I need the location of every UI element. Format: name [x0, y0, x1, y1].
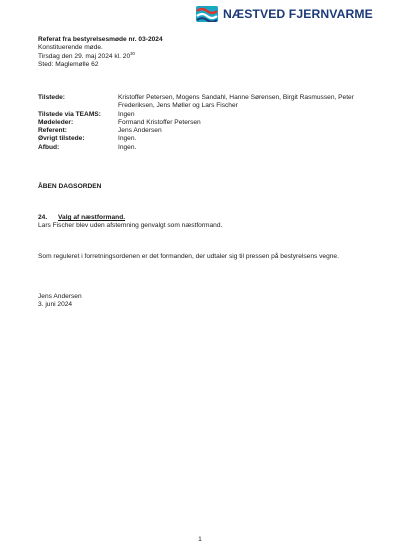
press-policy-paragraph: Som reguleret i forretningsordenen er det formanden, der udtaler sig til pressen på bestyrelsens vegne.: [38, 253, 339, 260]
row-value: Ingen.: [118, 135, 137, 143]
participant-row: [38, 127, 373, 135]
participant-row: [38, 135, 373, 143]
logo-text: NÆSTVED FJERNVARME: [223, 7, 373, 21]
signature-date: 3. juni 2024: [38, 301, 73, 309]
row-value: Formand Kristoffer Petersen: [118, 118, 201, 126]
page-number: 1: [198, 536, 202, 543]
participants-table: [38, 94, 373, 152]
row-value: Ingen: [118, 110, 135, 118]
document-header: [38, 36, 368, 69]
signature-block: [38, 293, 238, 310]
row-label: Afbud:: [38, 143, 60, 151]
row-value: Jens Andersen: [118, 127, 162, 135]
agenda-item-title: Valg af næstformand.: [58, 214, 126, 221]
row-label: Referent:: [38, 127, 67, 135]
meeting-location: Sted: Maglemølle 62: [38, 60, 99, 68]
waves-logo-icon: [196, 6, 218, 22]
participant-row: [38, 119, 373, 127]
row-label: Tilstede via TEAMS:: [38, 110, 101, 118]
signature-name: Jens Andersen: [38, 293, 82, 300]
agenda-item: [38, 214, 368, 231]
section-title: ÅBEN DAGSORDEN: [38, 183, 102, 190]
participant-row: [38, 111, 373, 119]
row-value: Kristoffer Petersen, Mogens Sandahl, Hanne Sørensen, Birgit Rasmussen, Peter Frederiksen, Jens Møller og Lars Fischer: [118, 94, 354, 110]
agenda-item-heading: [38, 214, 368, 222]
meeting-date: [38, 50, 368, 61]
agenda-item-text: Lars Fischer blev uden afstemning genvalgt som næstformand.: [38, 222, 223, 230]
participant-row: [38, 144, 373, 152]
row-label: Tilstede:: [38, 94, 65, 101]
row-label: Øvrigt tilstede:: [38, 135, 85, 143]
row-value: Ingen.: [118, 143, 137, 151]
meeting-type: Konstituerende møde.: [38, 44, 103, 52]
participant-row: [38, 94, 373, 111]
company-logo: [196, 6, 373, 22]
meeting-date-text: Tirsdag den 29. maj 2024 kl. 20: [38, 52, 131, 60]
document-title: Referat fra bestyrelsesmøde nr. 03-2024: [38, 36, 163, 43]
row-label: Mødeleder:: [38, 118, 74, 126]
agenda-item-number: 24.: [38, 214, 48, 221]
meeting-time-minutes: 30: [130, 50, 135, 56]
